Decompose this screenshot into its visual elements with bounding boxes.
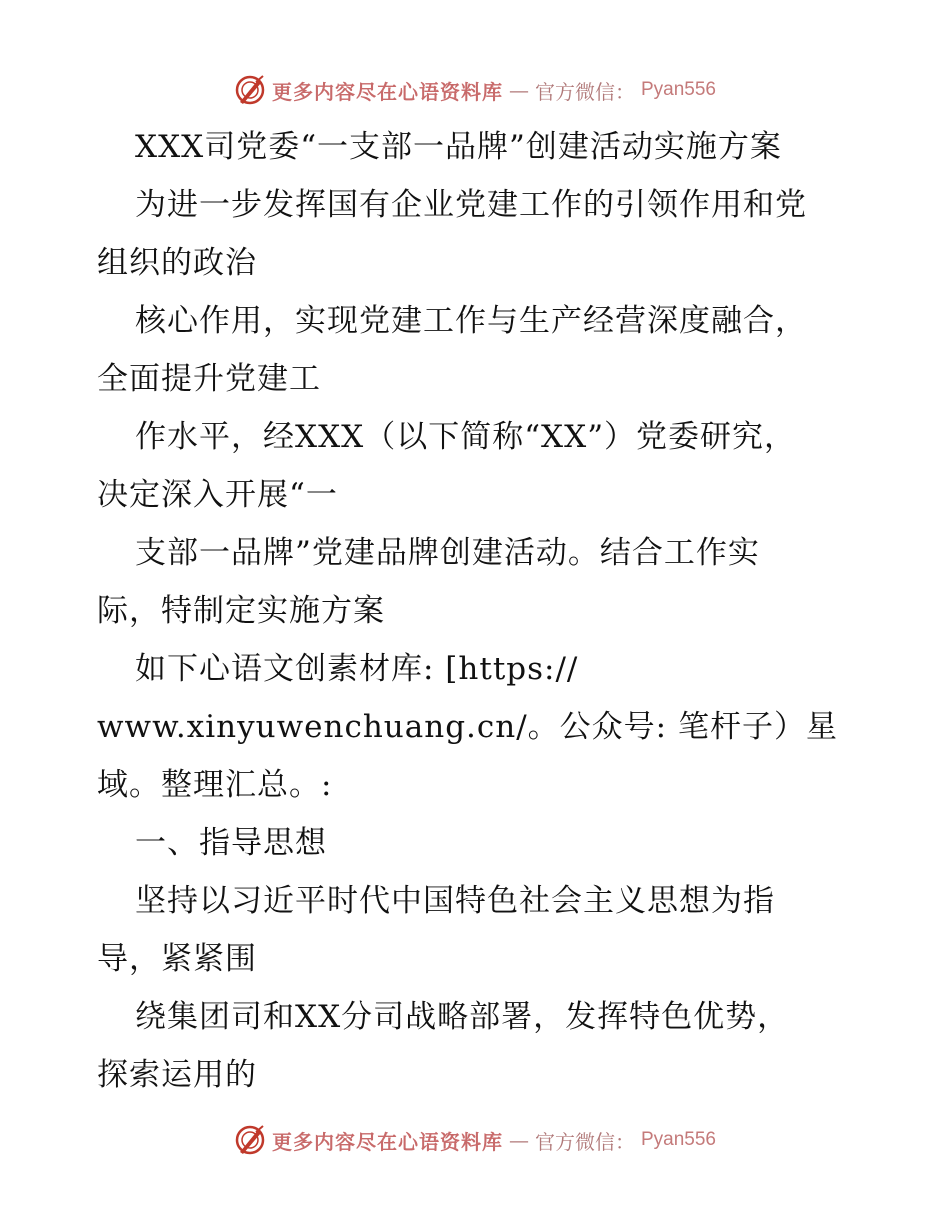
header-wechat-id: Pyan556 (640, 79, 716, 100)
document-body (97, 118, 857, 1104)
paragraph-line: 组织的政治 (97, 245, 257, 281)
footer-wechat-id: Pyan556 (640, 1129, 716, 1150)
paragraph-line: 支部一品牌”党建品牌创建活动。结合工作实 (135, 535, 760, 571)
footer-watermark (0, 1120, 950, 1160)
header-main-text: 更多内容尽在心语资料库 (271, 79, 503, 104)
paragraph-line: 为进一步发挥国有企业党建工作的引领作用和党 (135, 187, 807, 223)
header-dash: — (508, 78, 529, 102)
paragraph-line: 坚持以习近平时代中国特色社会主义思想为指 (135, 883, 775, 919)
paragraph-line: www.xinyuwenchuang.cn/。公众号: 笔杆子）星 (97, 709, 838, 745)
paragraph-line: 作水平，经XXX（以下简称“XX”）党委研究， (135, 419, 797, 455)
paragraph-line: 核心作用，实现党建工作与生产经营深度融合， (135, 303, 807, 339)
quill-seal-logo-icon (234, 74, 266, 106)
document-title: XXX司党委“一支部一品牌”创建活动实施方案 (135, 129, 782, 165)
paragraph-line: 探索运用的 (97, 1057, 257, 1093)
paragraph-line: 域。整理汇总。: (97, 767, 333, 803)
paragraph-line: 绕集团司和XX分司战略部署，发挥特色优势， (135, 999, 790, 1035)
header-wechat-label: 官方微信： (534, 79, 635, 104)
header-watermark (0, 70, 950, 110)
paragraph-line: 全面提升党建工 (97, 361, 321, 397)
footer-wechat-label: 官方微信： (534, 1129, 635, 1154)
paragraph-line: 际，特制定实施方案 (97, 593, 385, 629)
footer-main-text: 更多内容尽在心语资料库 (271, 1129, 503, 1154)
quill-seal-logo-icon (234, 1124, 266, 1156)
paragraph-line: 导，紧紧围 (97, 941, 257, 977)
paragraph-line: 决定深入开展“一 (97, 477, 338, 513)
section-heading: 一、指导思想 (135, 825, 327, 861)
footer-dash: — (508, 1128, 529, 1152)
paragraph-line: 如下心语文创素材库: [https:// (135, 651, 579, 687)
